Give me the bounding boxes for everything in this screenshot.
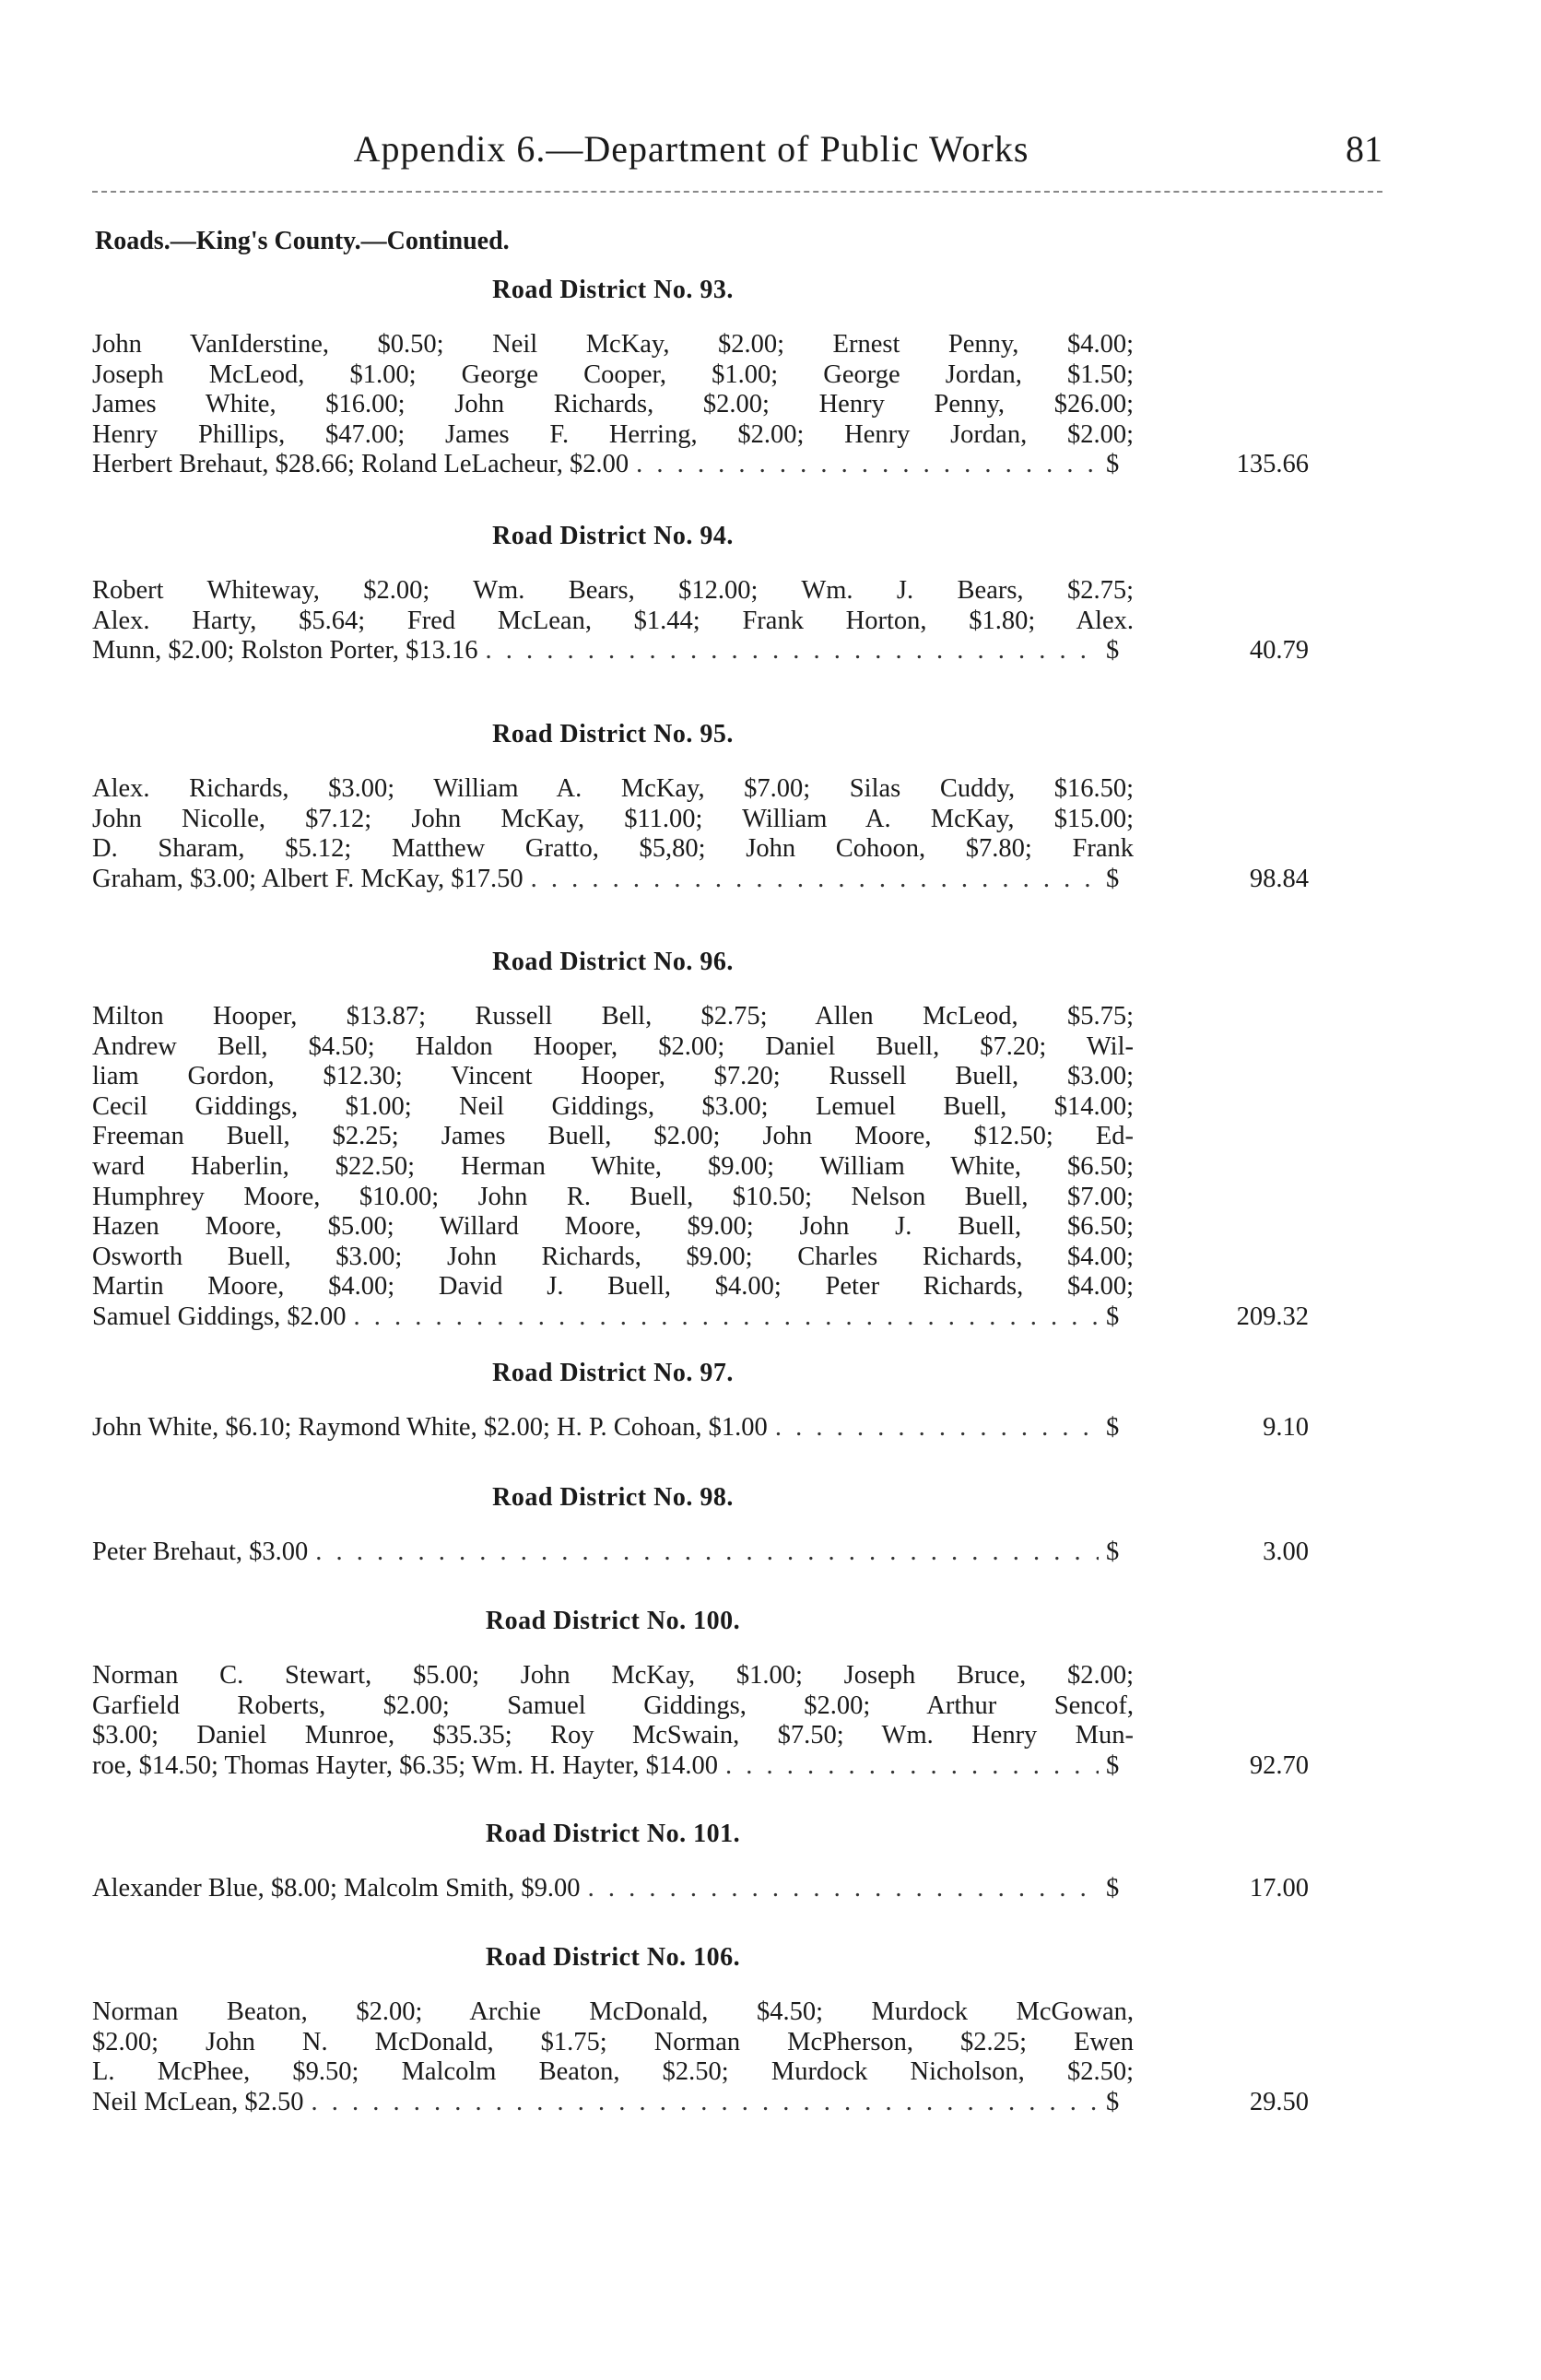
dollar-sign: $ [1106,636,1120,666]
entry-text: Samuel Giddings, $2.00 [92,1302,347,1331]
district-total: 92.70 [1249,1750,1309,1780]
road-district [92,1942,1309,2117]
district-entries [92,576,1309,666]
entry-text: Peter Brehaut, $3.00 [92,1538,309,1566]
district-title: Road District No. 93. [492,276,734,304]
dollar-sign: $ [1106,2087,1120,2116]
entry-line-final [92,865,1134,895]
header-rule [92,191,1382,193]
entry-line-final [92,1874,1134,1904]
district-total: 29.50 [1249,2087,1309,2116]
entry-line: ward Haberlin, $22.50; Herman White, $9.00; William White, $6.50; [92,1151,1134,1181]
district-entries [92,1661,1309,1781]
dollar-sign: $ [1106,450,1120,479]
entry-line: D. Sharam, $5.12; Matthew Gratto, $5,80; John Cohoon, $7.80; Frank [92,834,1134,864]
dollar-sign: $ [1106,1413,1120,1442]
entry-line: L. McPhee, $9.50; Malcolm Beaton, $2.50; Murdock Nicholson, $2.50; [92,2057,1134,2087]
dot-leader [725,1751,1099,1782]
district-title: Road District No. 96. [492,948,734,976]
entry-line-final [92,450,1134,480]
entry-line: Norman Beaton, $2.00; Archie McDonald, $4.50; Murdock McGowan, [92,1997,1134,2026]
dot-leader [354,1302,1100,1333]
entry-line: Norman C. Stewart, $5.00; John McKay, $1.00; Joseph Bruce, $2.00; [92,1661,1134,1690]
district-entries [92,1997,1309,2117]
district-entries [92,1002,1309,1333]
district-title: Road District No. 100. [485,1607,741,1635]
entry-text: Neil McLean, $2.50 [92,2087,304,2116]
dot-leader [315,1538,1099,1568]
entry-line: Humphrey Moore, $10.00; John R. Buell, $10.50; Nelson Buell, $7.00; [92,1182,1134,1211]
entry-text: Graham, $3.00; Albert F. McKay, $17.50 [92,864,523,893]
district-title: Road District No. 94. [492,522,734,550]
district-total: 40.79 [1249,636,1309,666]
district-title: Road District No. 101. [485,1820,741,1848]
dollar-sign: $ [1106,864,1120,893]
district-total: 209.32 [1236,1302,1309,1331]
entry-text: roe, $14.50; Thomas Hayter, $6.35; Wm. H. Hayter, $14.00 [92,1750,718,1780]
entry-line: Garfield Roberts, $2.00; Samuel Giddings, $2.00; Arthur Sencof, [92,1691,1134,1720]
entry-line: Freeman Buell, $2.25; James Buell, $2.00; John Moore, $12.50; Ed- [92,1122,1134,1151]
entry-line: Robert Whiteway, $2.00; Wm. Bears, $12.00; Wm. J. Bears, $2.75; [92,576,1134,605]
district-total: 17.00 [1249,1874,1309,1903]
entry-text: Alexander Blue, $8.00; Malcolm Smith, $9.00 [92,1874,581,1903]
district-entries [92,330,1309,480]
district-title: Road District No. 95. [492,720,734,748]
district-entries [92,774,1309,894]
entry-text: Munn, $2.00; Rolston Porter, $13.16 [92,636,478,666]
dollar-sign: $ [1106,1874,1120,1903]
district-title: Road District No. 98. [492,1483,734,1512]
section-heading: Roads.—King's County.—Continued. [95,227,510,255]
entry-line-final [92,2088,1134,2118]
entry-line: Henry Phillips, $47.00; James F. Herring, $2.00; Henry Jordan, $2.00; [92,419,1134,449]
dot-leader [485,636,1099,666]
entry-line: Alex. Richards, $3.00; William A. McKay, $7.00; Silas Cuddy, $16.50; [92,774,1134,803]
dollar-sign: $ [1106,1750,1120,1780]
entry-line: liam Gordon, $12.30; Vincent Hooper, $7.20; Russell Buell, $3.00; [92,1062,1134,1091]
district-total: 98.84 [1249,864,1309,893]
road-district [92,1482,1309,1568]
road-district [92,1606,1309,1781]
entry-line: John VanIderstine, $0.50; Neil McKay, $2.00; Ernest Penny, $4.00; [92,330,1134,359]
dot-leader [775,1413,1099,1443]
entry-line: Cecil Giddings, $1.00; Neil Giddings, $3.00; Lemuel Buell, $14.00; [92,1091,1134,1121]
entry-line: $3.00; Daniel Munroe, $35.35; Roy McSwain, $7.50; Wm. Henry Mun- [92,1721,1134,1750]
entry-line: Alex. Harty, $5.64; Fred McLean, $1.44; Frank Horton, $1.80; Alex. [92,606,1134,635]
dot-leader [531,865,1099,895]
entry-line-final [92,1538,1134,1568]
district-total: 135.66 [1236,450,1309,479]
road-district [92,275,1309,480]
entry-line: Milton Hooper, $13.87; Russell Bell, $2.75; Allen McLeod, $5.75; [92,1002,1134,1031]
page-number: 81 [1346,128,1382,170]
dollar-sign: $ [1106,1302,1120,1331]
entry-line-final [92,1302,1134,1333]
dot-leader [636,450,1099,480]
entry-line: Andrew Bell, $4.50; Haldon Hooper, $2.00; Daniel Buell, $7.20; Wil- [92,1031,1134,1061]
entry-line: Osworth Buell, $3.00; John Richards, $9.00; Charles Richards, $4.00; [92,1242,1134,1271]
entry-line-final [92,1413,1134,1443]
running-head: Appendix 6.—Department of Public Works [353,128,1029,170]
district-title: Road District No. 106. [485,1943,741,1972]
district-entries [92,1874,1309,1904]
district-entries [92,1538,1309,1568]
road-district [92,1819,1309,1904]
entry-text: Herbert Brehaut, $28.66; Roland LeLacheur, $2.00 [92,450,629,479]
entry-text: John White, $6.10; Raymond White, $2.00; H. P. Cohoan, $1.00 [92,1413,768,1442]
district-total: 3.00 [1263,1538,1309,1566]
road-district [92,521,1309,666]
dot-leader [588,1874,1099,1904]
entry-line: Martin Moore, $4.00; David J. Buell, $4.00; Peter Richards, $4.00; [92,1272,1134,1302]
entry-line: Joseph McLeod, $1.00; George Cooper, $1.00; George Jordan, $1.50; [92,359,1134,389]
district-entries [92,1413,1309,1443]
road-district [92,719,1309,894]
entry-line: John Nicolle, $7.12; John McKay, $11.00; William A. McKay, $15.00; [92,804,1134,833]
road-district [92,947,1309,1333]
entry-line-final [92,1751,1134,1782]
district-total: 9.10 [1263,1413,1309,1442]
dot-leader [312,2088,1099,2118]
entry-line: James White, $16.00; John Richards, $2.00; Henry Penny, $26.00; [92,390,1134,419]
dollar-sign: $ [1106,1538,1120,1566]
entry-line-final [92,636,1134,666]
entry-line: $2.00; John N. McDonald, $1.75; Norman McPherson, $2.25; Ewen [92,2027,1134,2056]
district-title: Road District No. 97. [492,1359,734,1387]
entry-line: Hazen Moore, $5.00; Willard Moore, $9.00; John J. Buell, $6.50; [92,1212,1134,1242]
road-district [92,1358,1309,1443]
